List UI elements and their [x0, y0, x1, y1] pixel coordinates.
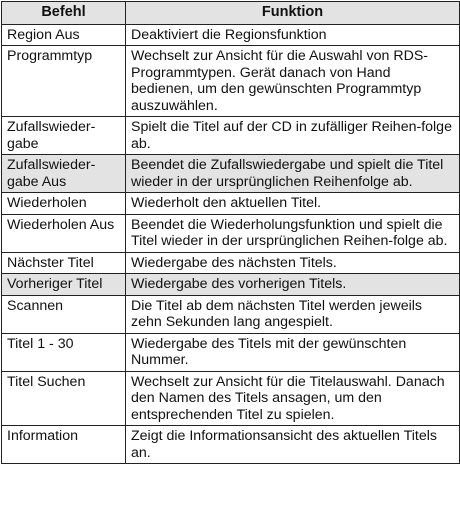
function-cell: Wechselt zur Ansicht für die Auswahl von RDS-Programmtypen. Gerät danach von Hand bedienen, um den gewünschten Programmtyp auszuwählen.	[126, 46, 460, 117]
table-row	[2, 274, 460, 296]
command-cell: Programmtyp	[2, 46, 126, 117]
function-cell: Beendet die Zufallswiedergabe und spielt die Titel wieder in der ursprünglichen Reihenfolge ab.	[126, 155, 460, 193]
table-row	[2, 295, 460, 333]
table-row	[2, 214, 460, 252]
table-row	[2, 333, 460, 371]
header-command: Befehl	[2, 2, 126, 25]
table-row	[2, 117, 460, 155]
function-cell: Zeigt die Informationsansicht des aktuellen Titels an.	[126, 426, 460, 464]
table-body	[2, 24, 460, 464]
command-cell: Wiederholen	[2, 193, 126, 215]
table-row	[2, 24, 460, 46]
function-cell: Deaktiviert die Regionsfunktion	[126, 24, 460, 46]
command-table	[1, 1, 460, 464]
table-row	[2, 371, 460, 426]
table-row	[2, 426, 460, 464]
command-cell: Wiederholen Aus	[2, 214, 126, 252]
function-cell: Spielt die Titel auf der CD in zufälliger Reihen-folge ab.	[126, 117, 460, 155]
function-cell: Wiederholt den aktuellen Titel.	[126, 193, 460, 215]
table-row	[2, 252, 460, 274]
command-cell: Region Aus	[2, 24, 126, 46]
command-cell: Vorheriger Titel	[2, 274, 126, 296]
table-row	[2, 46, 460, 117]
command-cell: Nächster Titel	[2, 252, 126, 274]
header-function: Funktion	[126, 2, 460, 25]
function-cell: Beendet die Wiederholungsfunktion und spielt die Titel wieder in der ursprünglichen Reihen-folge ab.	[126, 214, 460, 252]
command-cell: Information	[2, 426, 126, 464]
table-row	[2, 155, 460, 193]
function-cell: Die Titel ab dem nächsten Titel werden jeweils zehn Sekunden lang angespielt.	[126, 295, 460, 333]
command-cell: Zufallswieder-gabe Aus	[2, 155, 126, 193]
function-cell: Wiedergabe des Titels mit der gewünschten Nummer.	[126, 333, 460, 371]
function-cell: Wiedergabe des nächsten Titels.	[126, 252, 460, 274]
table-row	[2, 193, 460, 215]
header-row	[2, 2, 460, 25]
command-cell: Titel Suchen	[2, 371, 126, 426]
function-cell: Wiedergabe des vorherigen Titels.	[126, 274, 460, 296]
table-header	[2, 2, 460, 25]
function-cell: Wechselt zur Ansicht für die Titelauswahl. Danach den Namen des Titels ansagen, um den entsprechenden Titel zu spielen.	[126, 371, 460, 426]
command-cell: Titel 1 - 30	[2, 333, 126, 371]
command-cell: Scannen	[2, 295, 126, 333]
command-cell: Zufallswieder-gabe	[2, 117, 126, 155]
